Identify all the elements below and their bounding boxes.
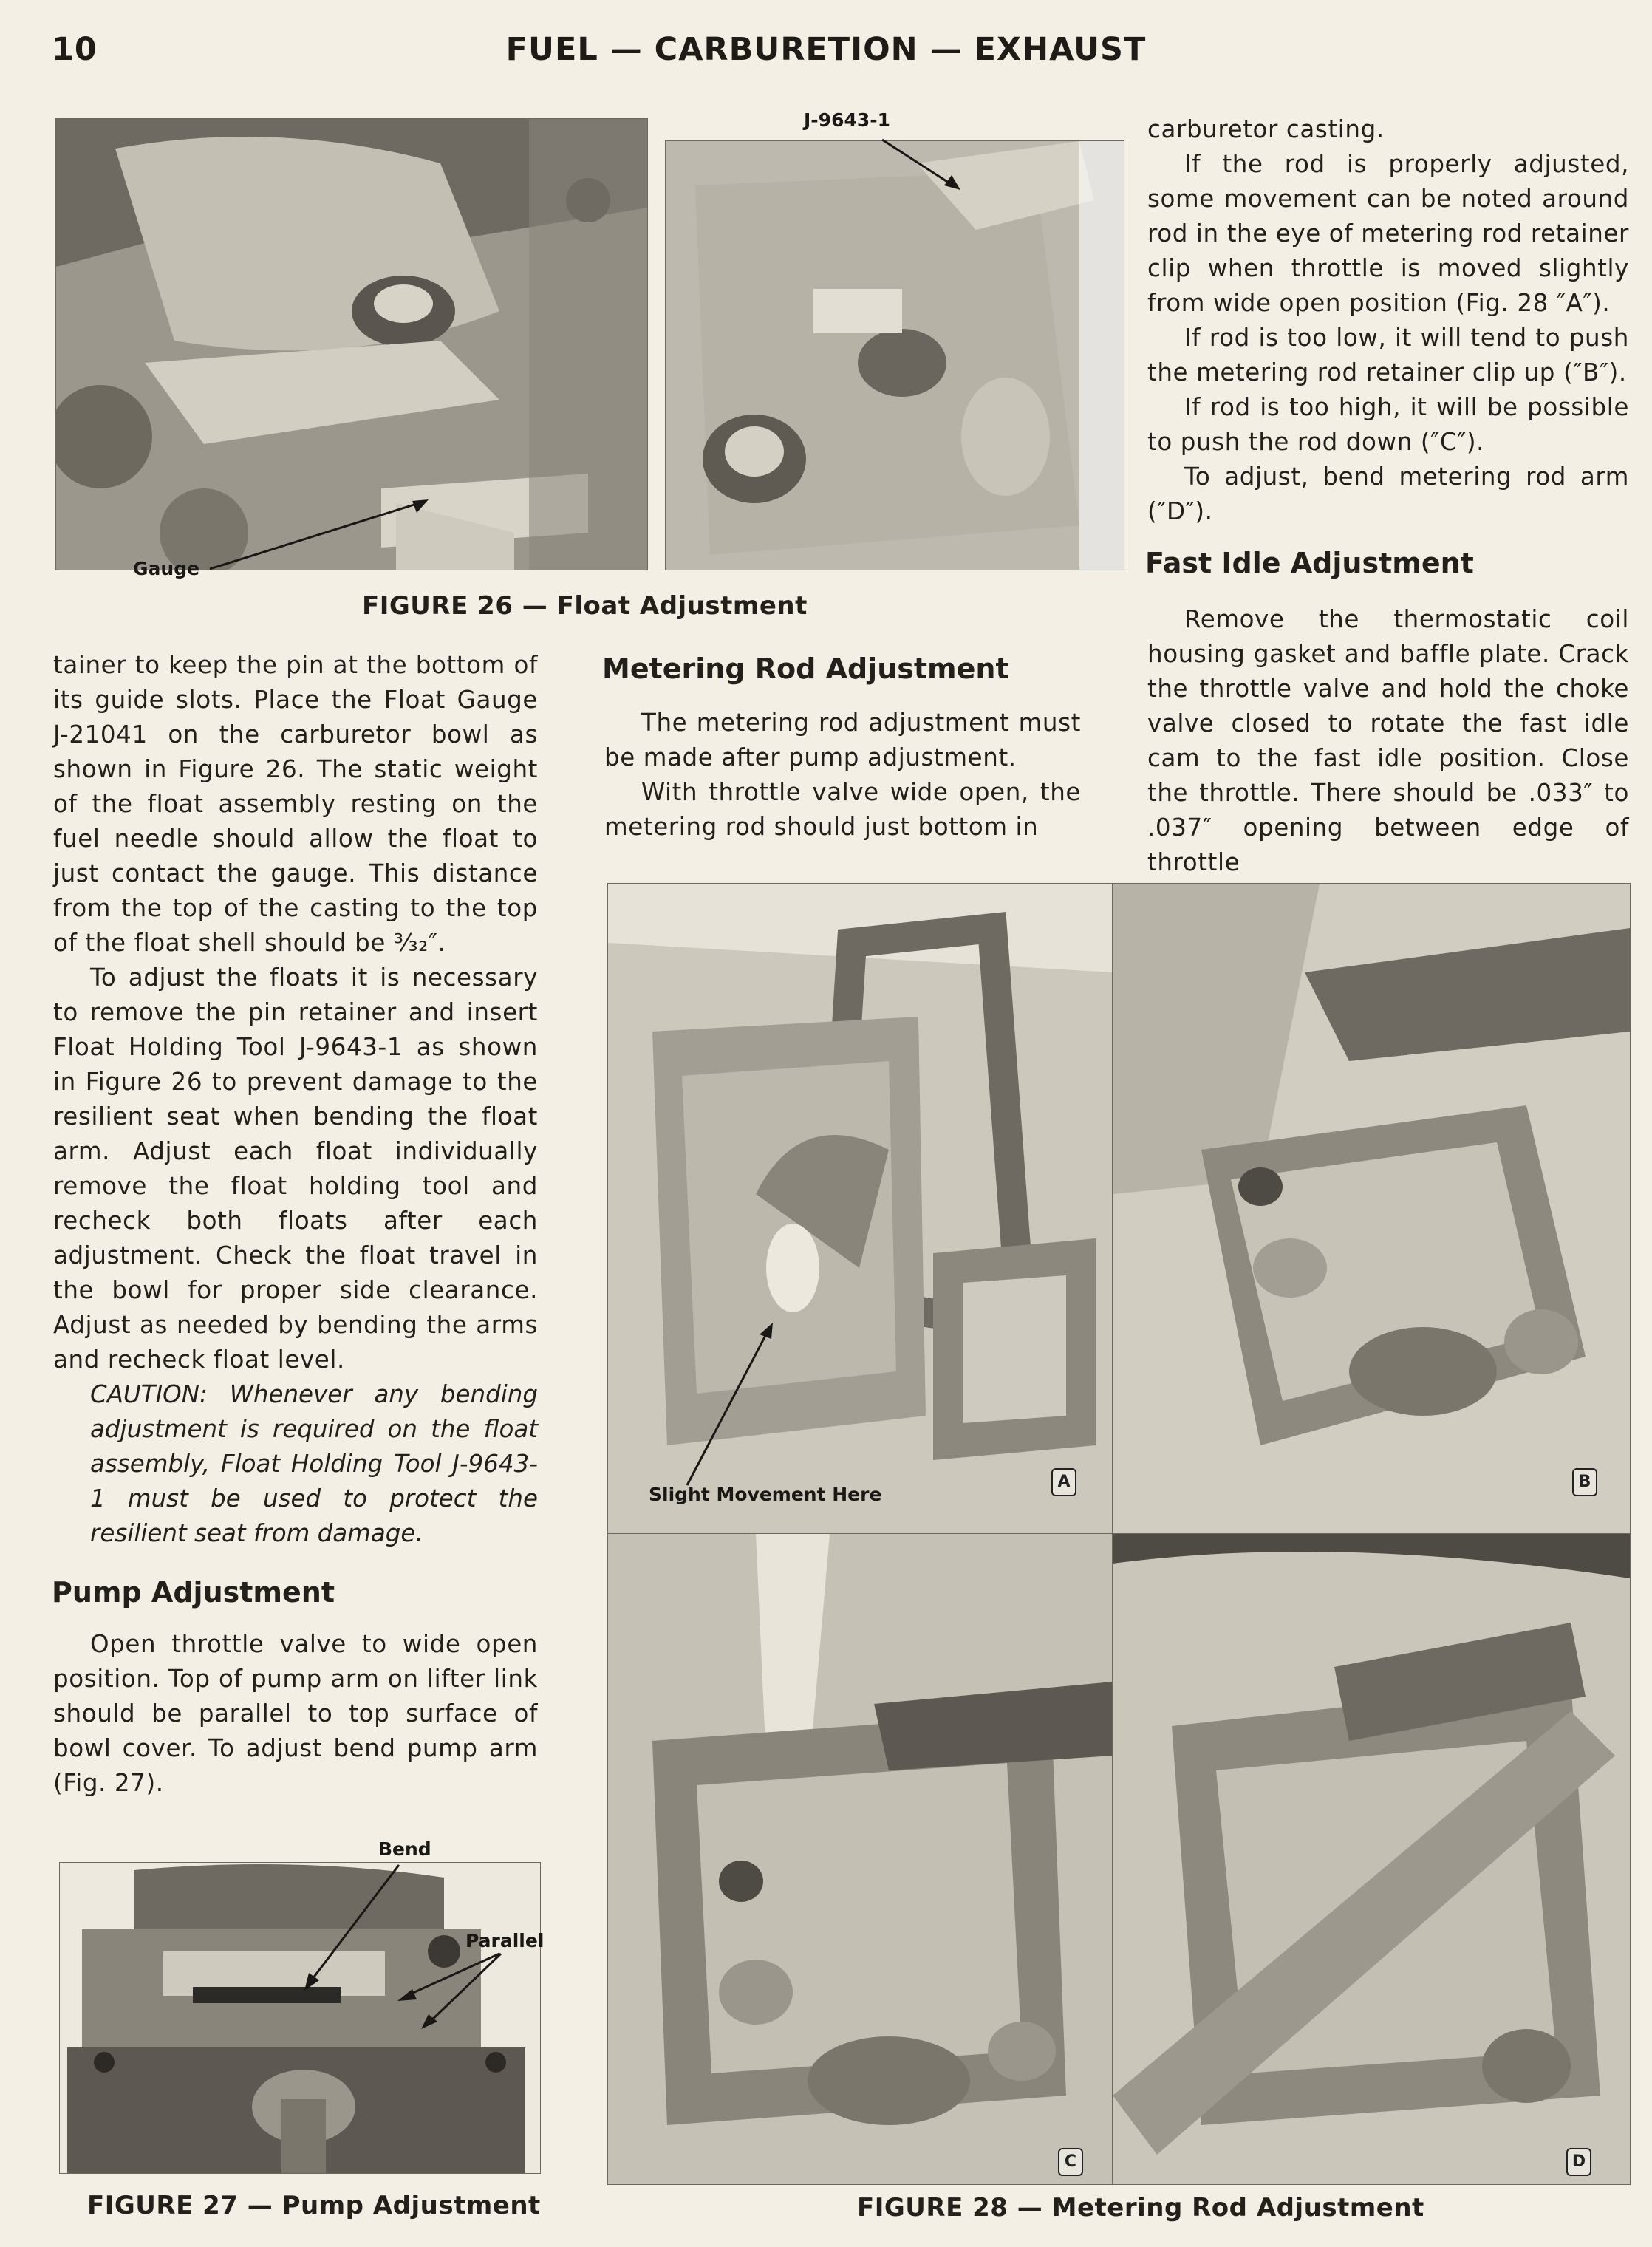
fast-idle-para: Remove the thermostatic coil housing gasket and baffle plate. Crack the throttle valve and hold the choke valve closed to rotate the fast idle cam to the fast idle position. Close the throttle. There should be .033″ to .037″ opening between edge of throttle: [1147, 605, 1629, 876]
right-column-bottom: [1147, 602, 1629, 880]
fast-idle-heading: Fast Idle Adjustment: [1145, 547, 1474, 579]
tool-arrow: [879, 137, 968, 196]
gauge-arrow: [207, 495, 436, 576]
figure28-photo-b: [1112, 883, 1631, 1535]
middle-para1: The metering rod adjustment must be made after pump adjustment.: [604, 709, 1081, 771]
left-column: [53, 648, 538, 1551]
bend-label: Bend: [378, 1838, 431, 1860]
tag-d: D: [1566, 2148, 1591, 2176]
caution-note: CAUTION: Whenever any bending adjustment is required on the float assembly, Float Holding Tool J-9643-1 must be used to protect the resilient seat from damage.: [90, 1380, 538, 1547]
figure26-photo-right: [665, 140, 1124, 570]
tag-b: B: [1572, 1468, 1597, 1496]
tag-a: A: [1051, 1468, 1076, 1496]
right-para3: If rod is too high, it will be possible to push the rod down (″C″).: [1147, 393, 1629, 456]
left-para1: tainer to keep the pin at the bottom of its guide slots. Place the Float Gauge J-21041 on the carburetor bowl as shown in Figure 26. The static weight of the float assembly resting on the fuel needle should allow the float to just contact the gauge. This distance from the top of the casting to the top of the float shell should be ³⁄₃₂″.: [53, 651, 538, 957]
middle-column: [604, 706, 1081, 845]
right-para2: If rod is too low, it will tend to push the metering rod retainer clip up (″B″).: [1147, 324, 1629, 386]
figure28-photo-d: [1112, 1533, 1631, 2185]
right-para4: To adjust, bend metering rod arm (″D″).: [1147, 463, 1629, 525]
figure28-caption: FIGURE 28 — Metering Rod Adjustment: [857, 2193, 1424, 2223]
parallel-label: Parallel: [465, 1930, 545, 1951]
slight-movement-label: Slight Movement Here: [649, 1484, 882, 1505]
parallel-arrows: [384, 1951, 532, 2032]
slight-movement-arrow: [680, 1323, 783, 1493]
section-title: FUEL — CARBURETION — EXHAUST: [505, 31, 1147, 68]
left-para2: To adjust the floats it is necessary to remove the pin retainer and insert Float Holding Tool J-9643-1 as shown in Figure 26 to prevent damage to the resilient seat when bending the float arm. Adjust each float individually remove the float holding tool and recheck both floats after each adjustment. Check the float travel in the bowl for proper side clearance. Adjust as needed by bending the arms and recheck float level.: [53, 964, 538, 1374]
figure28-photo-c: [607, 1533, 1113, 2185]
right-para0: carburetor casting.: [1147, 115, 1385, 143]
pump-para: Open throttle valve to wide open position. Top of pump arm on lifter link should be parallel to top surface of bowl cover. To adjust bend pump arm (Fig. 27).: [53, 1630, 538, 1797]
middle-para2: With throttle valve wide open, the metering rod should just bottom in: [604, 778, 1081, 841]
figure26-caption: FIGURE 26 — Float Adjustment: [362, 591, 808, 621]
pump-adjustment-heading: Pump Adjustment: [52, 1576, 335, 1609]
figure27-caption: FIGURE 27 — Pump Adjustment: [87, 2191, 541, 2220]
right-column-top: [1147, 112, 1629, 529]
gauge-label: Gauge: [133, 558, 200, 579]
tool-label: J-9643-1: [804, 109, 891, 131]
metering-rod-heading: Metering Rod Adjustment: [602, 652, 1009, 685]
tag-c: C: [1058, 2148, 1083, 2176]
pump-adjustment-text-block: [53, 1627, 538, 1801]
page-number: 10: [52, 31, 98, 68]
right-para1: If the rod is properly adjusted, some movement can be noted around rod in the eye of metering rod retainer clip when throttle is moved slightly from wide open position (Fig. 28 ″A″).: [1147, 150, 1629, 317]
